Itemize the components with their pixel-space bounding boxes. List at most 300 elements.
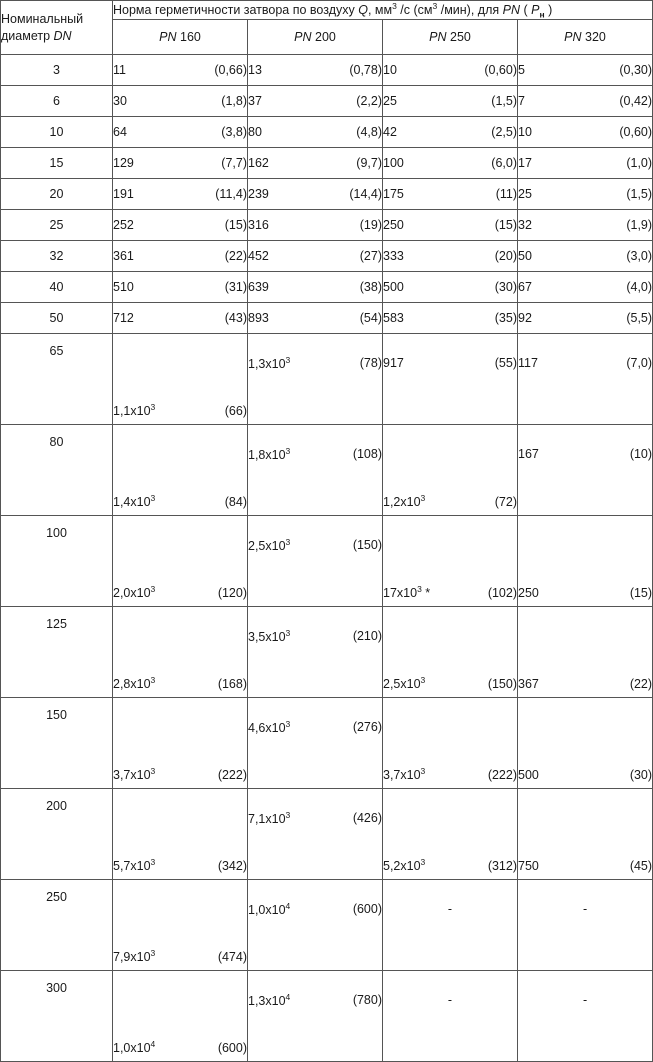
value-mm3-s <box>248 311 269 325</box>
value-exponent: 3 <box>150 492 156 503</box>
value-mantissa: 10 <box>518 125 532 140</box>
header-pn-320 <box>518 20 653 55</box>
value-mm3-s <box>383 218 404 232</box>
cell-flow-value <box>248 86 383 117</box>
value-mantissa: 5,7x10 <box>113 859 151 874</box>
cell-flow-value <box>383 179 518 210</box>
value-exponent: 4 <box>285 991 291 1002</box>
value-mm3-s <box>248 356 290 373</box>
value-cm3-min: (7,0) <box>626 356 653 371</box>
value-mm3-s <box>248 280 269 294</box>
cell-flow-value <box>113 241 248 272</box>
header-main-pre: Норма герметичности затвора по воздуху <box>113 3 359 17</box>
value-mm3-s <box>113 280 134 294</box>
value-mantissa: 2,0x10 <box>113 586 151 601</box>
value-mm3-s <box>383 856 426 874</box>
value-mantissa: 191 <box>113 187 134 202</box>
value-mantissa: 50 <box>518 249 532 264</box>
value-cm3-min: (3,8) <box>221 125 247 140</box>
value-mm3-s <box>383 674 426 692</box>
value-pair <box>383 280 517 294</box>
cell-flow-value <box>383 334 518 425</box>
cell-flow-value <box>518 117 653 148</box>
value-cm3-min: (14,4) <box>349 187 382 202</box>
value-exponent: 3 <box>420 674 426 685</box>
value-mantissa: 2,5x10 <box>383 677 421 692</box>
value-pair <box>113 674 247 692</box>
value-cm3-min: (45) <box>629 859 653 874</box>
value-pair <box>518 125 652 139</box>
value-cm3-min: (35) <box>494 311 517 326</box>
value-pair <box>383 765 517 783</box>
value-exponent: 3 <box>150 401 156 412</box>
value-exponent: 3 <box>285 536 291 547</box>
header-dn-symbol: DN <box>53 28 72 43</box>
cell-flow-value <box>518 55 653 86</box>
value-mm3-s <box>383 583 431 601</box>
value-mantissa: 25 <box>383 94 397 109</box>
value-mm3-s <box>248 811 290 828</box>
header-main-units1: , мм <box>367 3 393 17</box>
value-mm3-s <box>518 249 532 263</box>
value-exponent: 3 <box>150 947 156 958</box>
value-pair <box>383 674 517 692</box>
value-cm3-min: (6,0) <box>491 156 517 171</box>
value-pair <box>113 249 247 263</box>
value-pair <box>383 156 517 170</box>
value-mantissa: 175 <box>383 187 404 202</box>
value-mm3-s <box>248 125 262 139</box>
value-pair <box>383 492 517 510</box>
value-mantissa: 92 <box>518 311 532 326</box>
cell-flow-value <box>248 272 383 303</box>
value-cm3-min: (15) <box>494 218 517 233</box>
value-cm3-min: (19) <box>359 218 382 233</box>
value-mm3-s <box>248 720 290 737</box>
value-exponent: 3 <box>150 583 156 594</box>
value-mm3-s <box>113 765 156 783</box>
cell-nominal-diameter: 40 <box>1 272 113 303</box>
value-cm3-min: (120) <box>217 586 247 601</box>
cell-flow-value <box>518 241 653 272</box>
value-mm3-s <box>383 125 397 139</box>
value-pair <box>113 947 247 965</box>
value-mantissa: 1,2x10 <box>383 495 421 510</box>
table-row <box>1 210 653 241</box>
value-mm3-s <box>518 768 539 782</box>
header-main-units2: /с (см <box>396 3 433 17</box>
header-main-p: P <box>531 3 540 17</box>
cell-flow-value <box>518 607 653 698</box>
value-mantissa: 17 <box>518 156 532 171</box>
value-mantissa: 1,0x10 <box>113 1041 151 1056</box>
value-mantissa: 7 <box>518 94 525 109</box>
cell-flow-value <box>248 334 383 425</box>
value-mm3-s <box>383 356 404 370</box>
value-mm3-s <box>518 218 532 232</box>
value-pair <box>248 447 382 464</box>
value-mantissa: 13 <box>248 63 262 78</box>
value-cm3-min: (2,2) <box>356 94 382 109</box>
value-cm3-min: (30) <box>629 768 653 783</box>
value-mantissa: 316 <box>248 218 269 233</box>
value-mantissa: 1,3x10 <box>248 994 286 1009</box>
value-pair <box>113 311 247 325</box>
value-cm3-min: (1,8) <box>221 94 247 109</box>
cell-nominal-diameter: 10 <box>1 117 113 148</box>
value-exponent: 3 <box>150 765 156 776</box>
cell-flow-value <box>518 210 653 241</box>
value-pair <box>248 356 382 373</box>
cell-flow-value <box>248 971 383 1062</box>
header-main-sup2: 3 <box>432 0 438 11</box>
value-mantissa: 239 <box>248 187 269 202</box>
value-pair <box>518 280 652 294</box>
value-cm3-min: (30) <box>494 280 517 295</box>
value-mm3-s <box>518 187 532 201</box>
cell-flow-value <box>383 698 518 789</box>
value-mm3-s <box>113 156 134 170</box>
cell-nominal-diameter: 25 <box>1 210 113 241</box>
value-mm3-s <box>518 94 525 108</box>
no-value-dash: - <box>447 993 453 1008</box>
value-pair <box>113 1038 247 1056</box>
value-mantissa: 452 <box>248 249 269 264</box>
table-row <box>1 303 653 334</box>
value-pair <box>248 280 382 294</box>
value-mantissa: 42 <box>383 125 397 140</box>
cell-flow-value <box>113 971 248 1062</box>
value-cm3-min: (3,0) <box>626 249 653 264</box>
value-pair <box>113 401 247 419</box>
value-mm3-s <box>518 280 532 294</box>
cell-flow-value <box>248 210 383 241</box>
cell-nominal-diameter: 300 <box>1 971 113 1062</box>
value-mantissa: 80 <box>248 125 262 140</box>
value-pair <box>518 156 652 170</box>
value-mantissa: 5 <box>518 63 525 78</box>
value-exponent: 3 <box>285 809 291 820</box>
value-cm3-min: (276) <box>352 720 382 735</box>
value-mantissa: 167 <box>518 447 539 462</box>
value-cm3-min: (11) <box>495 187 517 202</box>
cell-flow-value <box>383 516 518 607</box>
cell-flow-value <box>383 272 518 303</box>
value-mantissa: 639 <box>248 280 269 295</box>
value-pair <box>518 94 652 108</box>
value-pair <box>248 63 382 77</box>
value-pair <box>518 356 652 370</box>
value-mm3-s <box>383 280 404 294</box>
value-cm3-min: (15) <box>629 586 653 601</box>
value-mantissa: 162 <box>248 156 269 171</box>
cell-flow-value <box>113 117 248 148</box>
cell-nominal-diameter: 125 <box>1 607 113 698</box>
value-cm3-min: (27) <box>359 249 382 264</box>
cell-flow-value <box>113 148 248 179</box>
pn-value: 200 <box>315 30 336 45</box>
cell-flow-value <box>518 179 653 210</box>
value-pair <box>113 280 247 294</box>
value-mantissa: 583 <box>383 311 404 326</box>
cell-flow-value <box>248 698 383 789</box>
value-cm3-min: (426) <box>352 811 382 826</box>
cell-flow-value <box>113 425 248 516</box>
value-exponent: 4 <box>285 900 291 911</box>
value-mantissa: 1,4x10 <box>113 495 151 510</box>
value-cm3-min: (72) <box>494 495 517 510</box>
table-row <box>1 148 653 179</box>
cell-flow-value <box>248 789 383 880</box>
cell-nominal-diameter: 150 <box>1 698 113 789</box>
value-mantissa: 3,7x10 <box>113 768 151 783</box>
value-mm3-s <box>113 856 156 874</box>
cell-flow-value <box>383 55 518 86</box>
value-cm3-min: (9,7) <box>356 156 382 171</box>
value-mm3-s <box>248 993 290 1010</box>
table-row <box>1 86 653 117</box>
cell-flow-value <box>383 117 518 148</box>
value-mantissa: 712 <box>113 311 134 326</box>
cell-flow-value <box>248 117 383 148</box>
cell-flow-value <box>518 303 653 334</box>
header-pn-250 <box>383 20 518 55</box>
value-pair <box>518 447 652 461</box>
cell-nominal-diameter: 6 <box>1 86 113 117</box>
cell-flow-value <box>113 880 248 971</box>
cell-flow-value <box>383 148 518 179</box>
value-cm3-min: (22) <box>224 249 247 264</box>
cell-nominal-diameter: 50 <box>1 303 113 334</box>
cell-flow-value <box>113 210 248 241</box>
table-row <box>1 698 653 789</box>
value-pair <box>113 218 247 232</box>
value-mm3-s <box>248 447 290 464</box>
value-pair <box>383 311 517 325</box>
cell-nominal-diameter: 15 <box>1 148 113 179</box>
value-cm3-min: (1,5) <box>626 187 653 202</box>
value-pair <box>248 125 382 139</box>
cell-flow-value <box>518 789 653 880</box>
cell-flow-value <box>113 516 248 607</box>
value-mm3-s <box>383 187 404 201</box>
value-mm3-s <box>383 765 426 783</box>
cell-flow-value <box>113 55 248 86</box>
value-cm3-min: (4,8) <box>356 125 382 140</box>
value-cm3-min: (1,0) <box>626 156 653 171</box>
value-mantissa: 893 <box>248 311 269 326</box>
value-mm3-s <box>518 859 539 873</box>
value-mantissa: 7,9x10 <box>113 950 151 965</box>
value-pair <box>383 94 517 108</box>
pn-label: PN <box>294 30 312 45</box>
value-mantissa: 1,3x10 <box>248 357 286 372</box>
value-pair <box>383 125 517 139</box>
cell-flow-value <box>113 86 248 117</box>
cell-nominal-diameter: 200 <box>1 789 113 880</box>
cell-flow-value <box>248 241 383 272</box>
pn-value: 320 <box>585 30 606 45</box>
value-mantissa: 250 <box>518 586 539 601</box>
value-cm3-min: (1,5) <box>491 94 517 109</box>
cell-flow-value <box>113 272 248 303</box>
value-cm3-min: (10) <box>629 447 653 462</box>
value-pair <box>248 218 382 232</box>
value-exponent: 3 <box>285 354 291 365</box>
cell-flow-value <box>518 516 653 607</box>
value-cm3-min: (1,9) <box>626 218 653 233</box>
value-mantissa: 2,8x10 <box>113 677 151 692</box>
cell-flow-value <box>518 880 653 971</box>
value-mm3-s <box>383 63 397 77</box>
cell-flow-value <box>383 971 518 1062</box>
value-pair <box>248 156 382 170</box>
value-mm3-s <box>113 63 126 77</box>
value-mantissa: 252 <box>113 218 134 233</box>
cell-flow-value <box>113 789 248 880</box>
table-header-row-main <box>1 1 653 20</box>
header-dn-line1: Номинальный <box>1 11 84 26</box>
value-mantissa: 1,8x10 <box>248 448 286 463</box>
header-main-q: Q <box>358 3 368 17</box>
value-mantissa: 17x10 <box>383 586 418 601</box>
value-mantissa: 64 <box>113 125 127 140</box>
value-pair <box>518 63 652 77</box>
value-mm3-s <box>113 249 134 263</box>
value-pair <box>248 902 382 919</box>
no-value-dash: - <box>582 902 588 917</box>
value-cm3-min: (0,30) <box>619 63 653 78</box>
value-mm3-s <box>518 125 532 139</box>
value-cm3-min: (0,42) <box>619 94 653 109</box>
header-main-tail-close: ) <box>544 3 553 17</box>
value-mantissa: 7,1x10 <box>248 812 286 827</box>
value-cm3-min: (600) <box>352 902 382 917</box>
value-cm3-min: (38) <box>359 280 382 295</box>
value-cm3-min: (168) <box>217 677 247 692</box>
value-pair <box>518 768 652 782</box>
cell-flow-value <box>383 880 518 971</box>
value-pair <box>383 856 517 874</box>
value-mantissa: 129 <box>113 156 134 171</box>
value-cm3-min: (22) <box>629 677 653 692</box>
cell-flow-value <box>113 334 248 425</box>
value-mantissa: 30 <box>113 94 127 109</box>
value-mm3-s <box>518 356 538 370</box>
value-mm3-s <box>383 311 404 325</box>
value-cm3-min: (474) <box>217 950 247 965</box>
value-mm3-s <box>248 156 269 170</box>
cell-flow-value <box>383 210 518 241</box>
header-pn-200 <box>248 20 383 55</box>
value-mm3-s <box>248 63 262 77</box>
value-cm3-min: (0,60) <box>619 125 653 140</box>
value-pair <box>248 993 382 1010</box>
header-main-pn: PN <box>502 3 520 17</box>
value-mm3-s <box>113 311 134 325</box>
value-pair <box>248 311 382 325</box>
table-row <box>1 880 653 971</box>
table-row <box>1 789 653 880</box>
value-mm3-s <box>383 94 397 108</box>
value-pair <box>518 218 652 232</box>
table-row <box>1 55 653 86</box>
value-exponent: 3 <box>417 583 422 594</box>
cell-flow-value <box>383 303 518 334</box>
cell-nominal-diameter: 250 <box>1 880 113 971</box>
value-cm3-min: (5,5) <box>626 311 653 326</box>
value-pair <box>248 538 382 555</box>
value-pair <box>383 218 517 232</box>
value-cm3-min: (66) <box>224 404 247 419</box>
value-pair <box>383 583 517 601</box>
value-mantissa: 10 <box>383 63 397 78</box>
value-mantissa: 250 <box>383 218 404 233</box>
value-cm3-min: (102) <box>487 586 517 601</box>
cell-nominal-diameter: 20 <box>1 179 113 210</box>
value-mantissa: 917 <box>383 356 404 371</box>
value-pair <box>383 187 517 201</box>
no-value-dash: - <box>447 902 453 917</box>
value-mantissa: 100 <box>383 156 404 171</box>
value-mm3-s <box>383 156 404 170</box>
value-cm3-min: (54) <box>359 311 382 326</box>
cell-flow-value <box>113 607 248 698</box>
cell-nominal-diameter: 65 <box>1 334 113 425</box>
value-cm3-min: (222) <box>217 768 247 783</box>
cell-flow-value <box>383 86 518 117</box>
table-body <box>1 55 653 1062</box>
value-mm3-s <box>518 63 525 77</box>
value-pair <box>518 677 652 691</box>
value-pair <box>113 765 247 783</box>
value-cm3-min: (150) <box>352 538 382 553</box>
value-cm3-min: (0,60) <box>484 63 517 78</box>
cell-flow-value <box>518 334 653 425</box>
cell-flow-value <box>383 789 518 880</box>
value-pair <box>518 311 652 325</box>
value-cm3-min: (312) <box>487 859 517 874</box>
value-pair <box>248 720 382 737</box>
value-pair <box>518 249 652 263</box>
value-cm3-min: (222) <box>487 768 517 783</box>
table-row <box>1 425 653 516</box>
value-pair <box>248 94 382 108</box>
header-dn-line2: диаметр <box>1 28 51 43</box>
value-mm3-s <box>248 187 269 201</box>
table-row <box>1 971 653 1062</box>
cell-flow-value <box>383 607 518 698</box>
cell-flow-value <box>113 698 248 789</box>
value-pair <box>518 586 652 600</box>
value-mantissa: 5,2x10 <box>383 859 421 874</box>
value-cm3-min: (2,5) <box>491 125 517 140</box>
value-pair <box>248 187 382 201</box>
value-mm3-s <box>518 447 539 461</box>
pn-label: PN <box>429 30 447 45</box>
value-mm3-s <box>113 1038 156 1056</box>
value-cm3-min: (78) <box>359 356 382 371</box>
pn-value: 250 <box>450 30 471 45</box>
value-exponent: 3 <box>285 445 291 456</box>
value-cm3-min: (4,0) <box>626 280 653 295</box>
cell-flow-value <box>113 303 248 334</box>
value-cm3-min: (31) <box>224 280 247 295</box>
value-mm3-s <box>518 156 532 170</box>
value-mm3-s <box>518 586 539 600</box>
value-cm3-min: (210) <box>352 629 382 644</box>
cell-flow-value <box>518 971 653 1062</box>
